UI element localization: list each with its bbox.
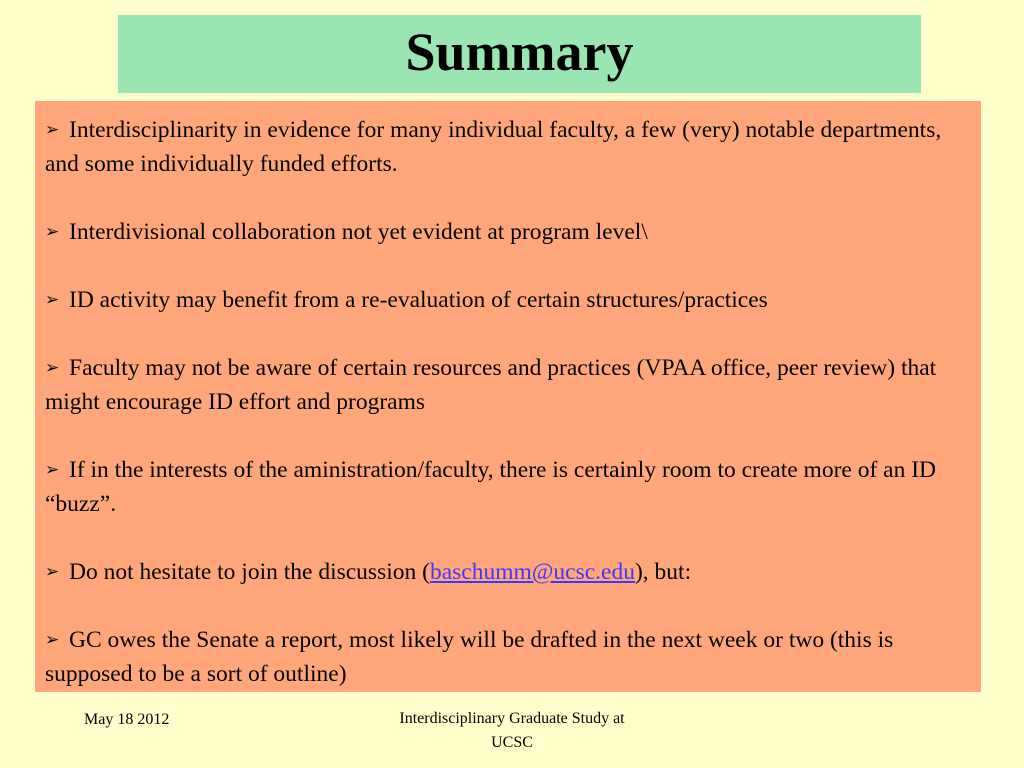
- bullet-item-2: [45, 215, 971, 249]
- title-bar: [118, 15, 921, 93]
- bullet-text-5: If in the interests of the aministration/faculty, there is certainly room to create more of an ID “buzz”.: [45, 457, 937, 517]
- footer-presentation-title: [352, 707, 672, 755]
- bullet-text-6-before: Do not hesitate to join the discussion (: [69, 559, 430, 585]
- footer-date: May 18 2012: [84, 711, 170, 728]
- arrow-bullet-icon: ➢: [45, 120, 60, 139]
- bullet-text-1: Interdisciplinarity in evidence for many individual faculty, a few (very) notable departments, and some individually funded efforts.: [45, 117, 942, 177]
- slide-title: Summary: [405, 22, 634, 82]
- bullet-text-4: Faculty may not be aware of certain resources and practices (VPAA office, peer review) that might encourage ID effort and programs: [45, 355, 937, 415]
- bullet-text-2: Interdivisional collaboration not yet evident at program level\: [69, 219, 648, 245]
- bullet-item-7: [45, 623, 971, 691]
- bullet-item-1: [45, 113, 971, 181]
- bullet-item-4: [45, 351, 971, 419]
- arrow-bullet-icon: ➢: [45, 222, 60, 241]
- bullet-text-6-after: ), but:: [634, 559, 692, 585]
- footer-title-line-2: UCSC: [491, 734, 533, 751]
- bullet-text-7: GC owes the Senate a report, most likely will be drafted in the next week or two (this is supposed to be a sort of outline): [45, 627, 894, 687]
- email-link[interactable]: baschumm@ucsc.edu: [429, 559, 635, 585]
- bullet-item-5: [45, 453, 971, 521]
- arrow-bullet-icon: ➢: [45, 460, 60, 479]
- bullet-item-6: [45, 555, 971, 589]
- arrow-bullet-icon: ➢: [45, 562, 60, 581]
- summary-content-box: [35, 101, 981, 692]
- arrow-bullet-icon: ➢: [45, 290, 60, 309]
- footer-title-line-1: Interdisciplinary Graduate Study at: [399, 710, 625, 727]
- arrow-bullet-icon: ➢: [45, 358, 60, 377]
- bullet-item-3: [45, 283, 971, 317]
- bullet-text-3: ID activity may benefit from a re-evaluation of certain structures/practices: [69, 287, 768, 313]
- arrow-bullet-icon: ➢: [45, 630, 60, 649]
